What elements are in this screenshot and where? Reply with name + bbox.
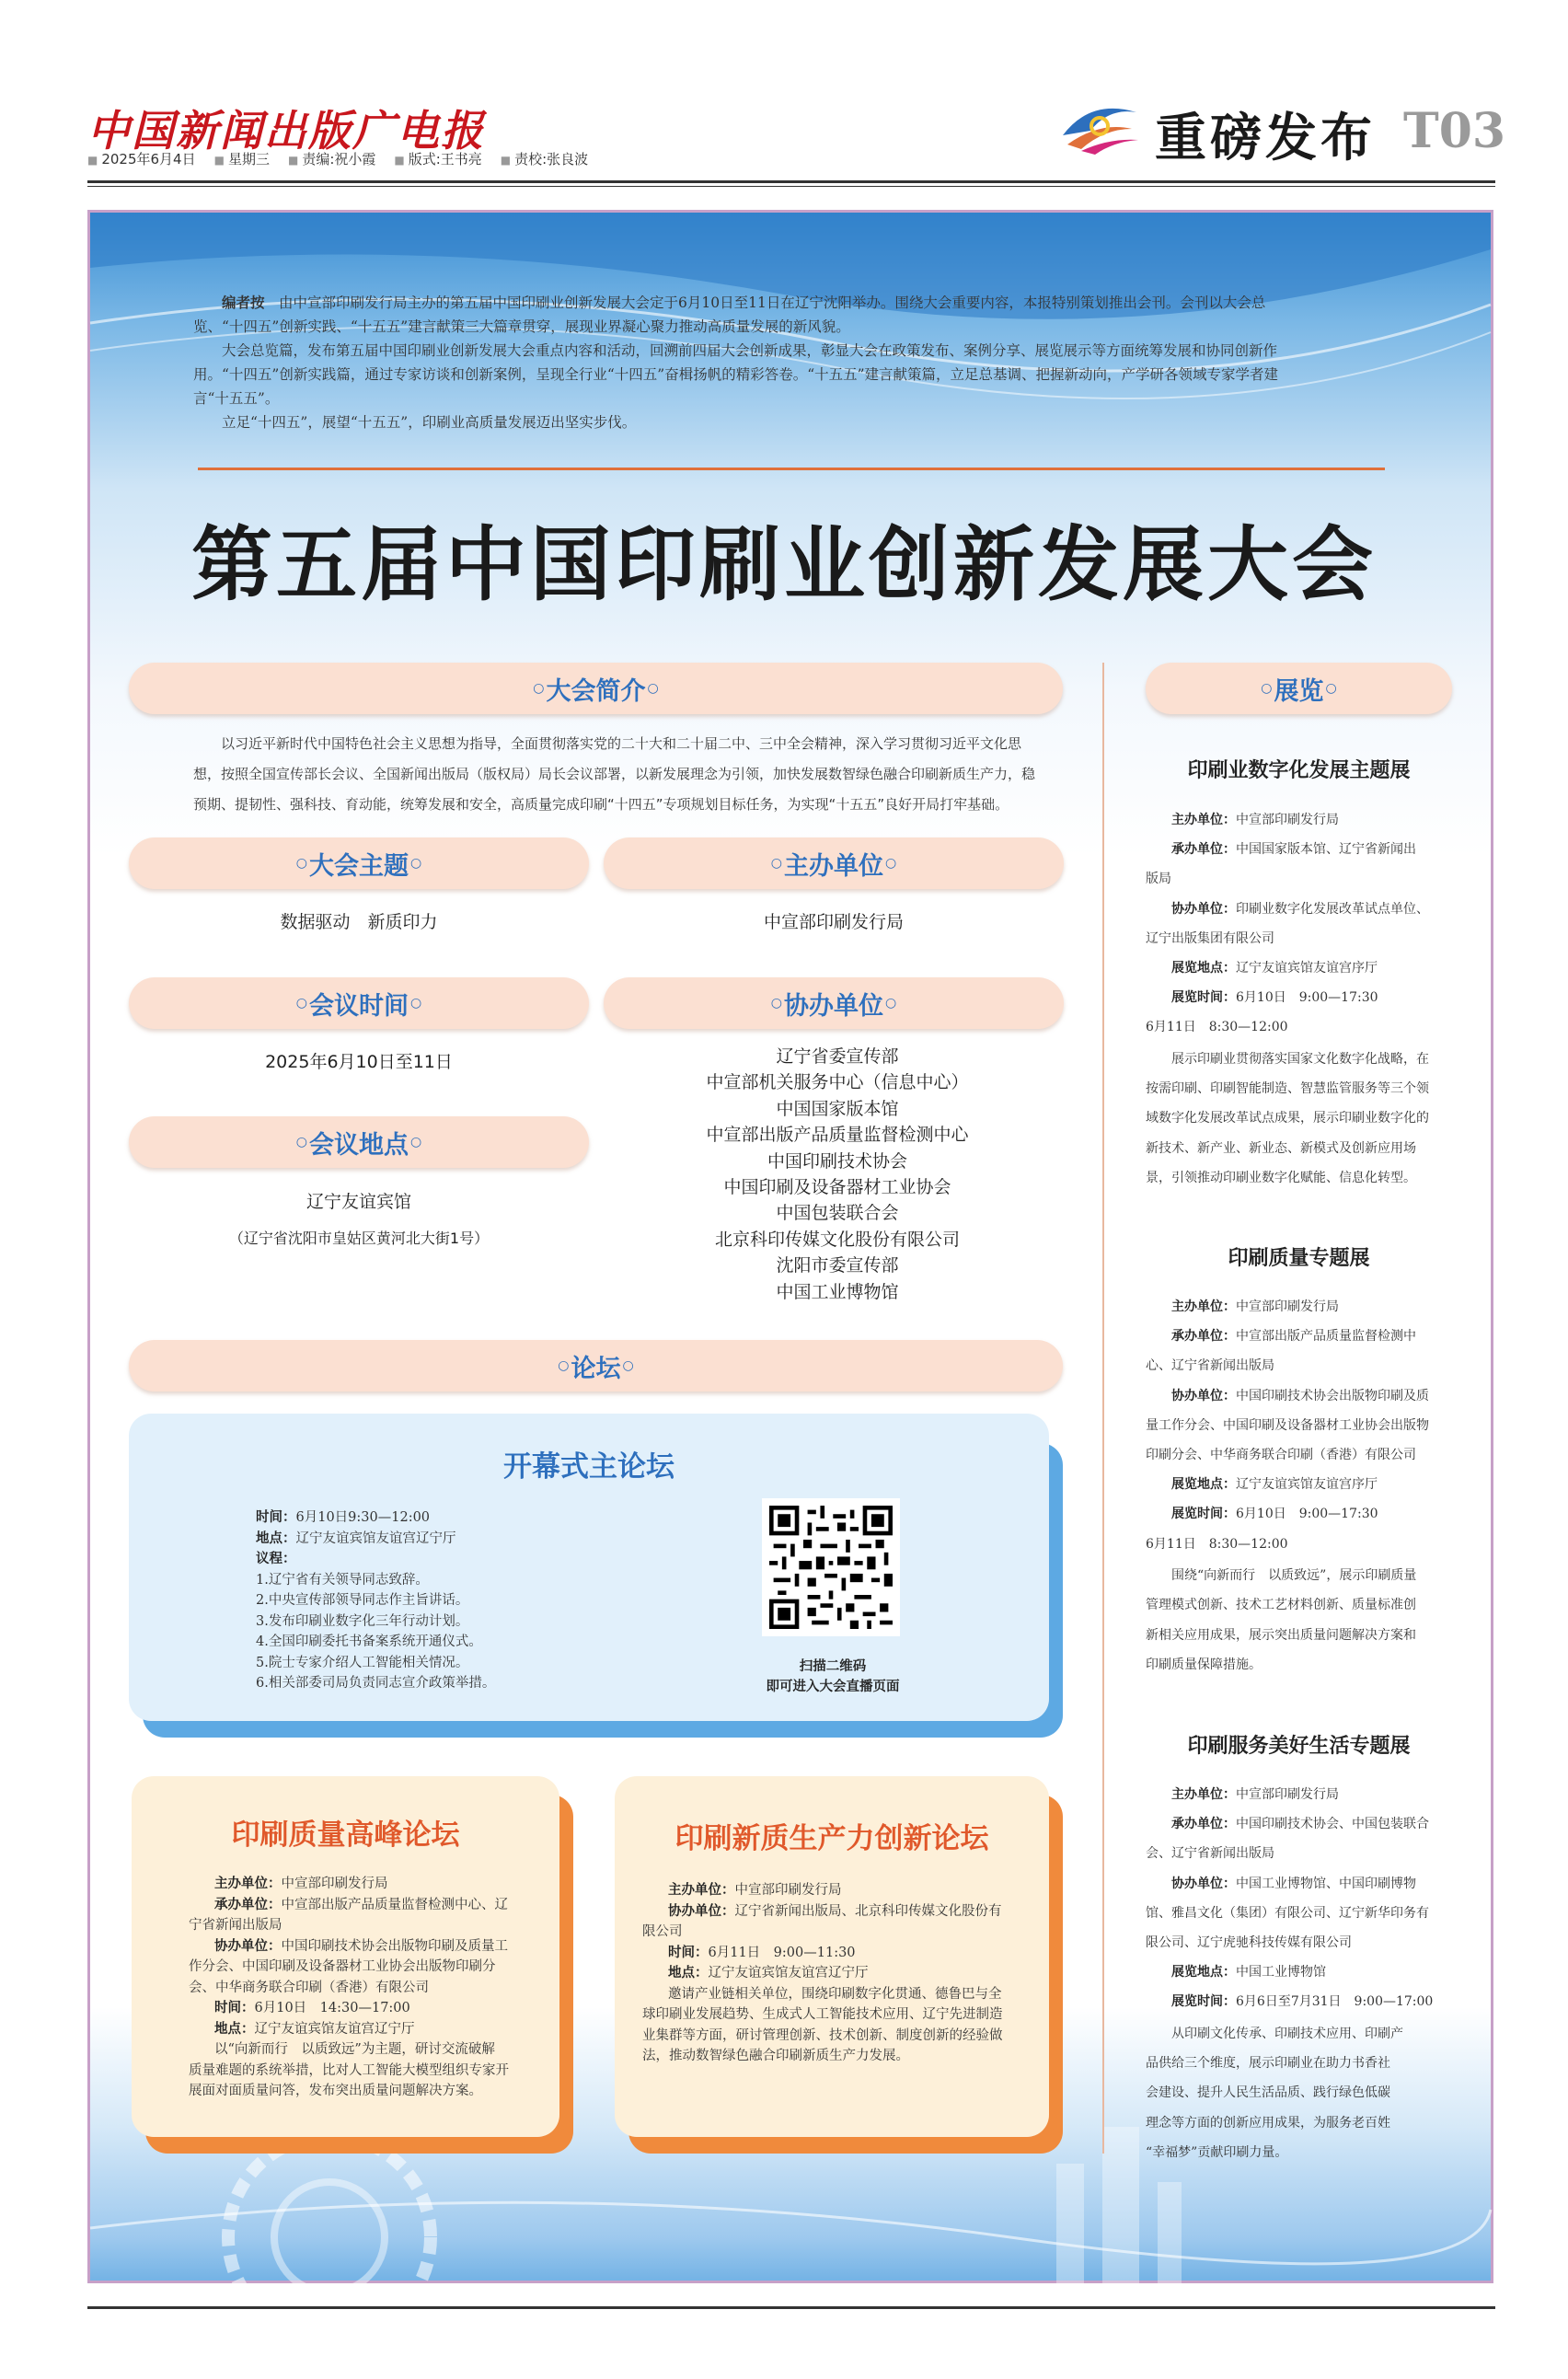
masthead-rule-thin — [87, 186, 1495, 187]
issue-weekday: ■ 星期三 — [214, 149, 270, 168]
expo-detail-line: 6月11日 8:30—12:00 — [1146, 1536, 1288, 1552]
expo-detail-line: 展览地点：辽宁友谊宾馆友谊宫序厅 — [1171, 961, 1378, 976]
expo-2-details — [1146, 1292, 1457, 1680]
page-number: T03 — [1403, 103, 1506, 159]
editor-note — [193, 291, 1307, 434]
cohost-item: 中宣部机关服务中心（信息中心） — [706, 1072, 969, 1093]
expo-detail-line: 版局 — [1146, 872, 1171, 887]
livestream-qr-code[interactable] — [762, 1498, 900, 1636]
expo-detail-line: 承办单位：中国国家版本馆、辽宁省新闻出 — [1171, 842, 1416, 858]
expo-description: 围绕“向新而行 以质致远”，展示印刷质量 管理模式创新、技术工艺材料创新、质量标准创 新相关应用成果，展示突出质量问题解决方案和 印刷质量保障措施。 — [1146, 1567, 1417, 1673]
dot-icon: ○ — [295, 996, 307, 1010]
expo-detail-line: 心、辽宁省新闻出版局 — [1146, 1358, 1274, 1374]
venue-address: （辽宁省沈阳市皇姑区黄河北大街1号） — [228, 1230, 490, 1247]
agenda-item: 3.发布印刷业数字化三年行动计划。 — [256, 1613, 469, 1629]
expo-detail-line: 协办单位：中国工业博物馆、中国印刷博物 — [1171, 1876, 1416, 1891]
expo-detail-line: 6月11日 8:30—12:00 — [1146, 1020, 1288, 1035]
qr-caption: 扫描二维码 即可进入大会直播页面 — [766, 1659, 900, 1694]
dot-icon: ○ — [770, 996, 782, 1010]
newspaper-name: 中国新闻出版广电报 — [87, 106, 485, 156]
dot-icon: ○ — [410, 856, 422, 871]
agenda-item: 4.全国印刷委托书备案系统开通仪式。 — [256, 1634, 482, 1649]
masthead — [87, 92, 1506, 184]
header-theme: ○ 大会主题 ○ — [129, 837, 589, 889]
expo-detail-line: 会、辽宁省新闻出版局 — [1146, 1846, 1274, 1862]
header-intro: ○ 大会简介 ○ — [129, 663, 1063, 714]
cohost-item: 沈阳市委宣传部 — [776, 1255, 899, 1276]
host-value: 中宣部印刷发行局 — [763, 912, 904, 932]
dot-icon: ○ — [885, 856, 897, 871]
productivity-forum-title: 印刷新质生产力创新论坛 — [674, 1822, 989, 1855]
masthead-meta — [87, 149, 588, 168]
dot-icon: ○ — [410, 996, 422, 1010]
dot-icon: ○ — [295, 1135, 307, 1149]
expo-detail-line: 主办单位：中宣部印刷发行局 — [1171, 813, 1339, 827]
expo-detail-line: 承办单位：中宣部出版产品质量监督检测中 — [1171, 1329, 1416, 1345]
theme-value: 数据驱动 新质印力 — [280, 912, 438, 932]
time-value: 2025年6月10日至11日 — [265, 1052, 453, 1072]
opening-forum-title: 开幕式主论坛 — [503, 1450, 674, 1484]
editor-note-p2: 大会总览篇，发布第五届中国印刷业创新发展大会重点内容和活动，回溯前四届大会创新成果，彰显大会在政策发布、案例分享、展览展示等方面统筹发展和协同创新作用。“十四五”创新实践篇，通过专家访谈和创新案例，呈现全行业“十四五”奋楫扬帆的精彩答卷。“十五五”建言献策篇，立足总基调、把握新动向，产学研各领域专家学者建言“十五五”。 — [193, 342, 1279, 407]
masthead-rule — [87, 180, 1495, 183]
dot-icon: ○ — [533, 681, 545, 696]
header-cohost: ○ 协办单位 ○ — [604, 977, 1064, 1029]
cohost-item: 北京科印传媒文化股份有限公司 — [714, 1229, 960, 1250]
dot-icon: ○ — [885, 996, 897, 1010]
dot-icon: ○ — [770, 856, 782, 871]
cohost-list — [607, 1044, 1067, 1305]
expo-description: 展示印刷业贯彻落实国家文化数字化战略，在 按需印刷、印刷智能制造、智慧监管服务等三个领 域数字化发展改革试点成果，展示印刷业数字化的 新技术、新产业、新业态、新模式及创新应用场 景，引领推动印刷业数字化赋能、信息化转型。 — [1146, 1051, 1429, 1186]
agenda-item: 5.院士专家介绍人工智能相关情况。 — [256, 1655, 469, 1670]
expo-1-title: 印刷业数字化发展主题展 — [1187, 759, 1411, 782]
agenda-item: 1.辽宁省有关领导同志致辞。 — [256, 1572, 429, 1588]
section-name: 重磅发布 — [1155, 108, 1376, 168]
expo-3-details — [1146, 1780, 1457, 2168]
editor-note-p1: 由中宣部印刷发行局主办的第五届中国印刷业创新发展大会定于6月10日至11日在辽宁沈阳举办。围绕大会重要内容，本报特别策划推出会刊。会刊以大会总览、“十四五”创新实践、“十五五”建言献策三大篇章贯穿，展现业界凝心聚力推动高质量发展的新风貌。 — [193, 294, 1266, 335]
expo-detail-line: 主办单位：中宣部印刷发行局 — [1171, 1787, 1339, 1802]
editor-note-p3: 立足“十四五”，展望“十五五”，印刷业高质量发展迈出坚实步伐。 — [222, 414, 637, 431]
header-time: ○ 会议时间 ○ — [129, 977, 589, 1029]
header-host: ○ 主办单位 ○ — [604, 837, 1064, 889]
expo-detail-line: 辽宁出版集团有限公司 — [1146, 930, 1274, 946]
proof-credit: ■ 责校:张良波 — [501, 149, 588, 168]
expo-detail-line: 展览时间：6月10日 9:00—17:30 — [1171, 990, 1378, 1006]
expo-detail-line: 协办单位：印刷业数字化发展改革试点单位、 — [1171, 901, 1429, 917]
dot-icon: ○ — [1325, 681, 1337, 696]
expo-detail-line: 限公司、辽宁虎驰科技传媒有限公司 — [1146, 1935, 1352, 1951]
expo-detail-line: 量工作分会、中国印刷及设备器材工业协会出版物 — [1146, 1417, 1429, 1433]
cohost-item: 中宣部出版产品质量监督检测中心 — [706, 1125, 969, 1146]
expo-detail-line: 展览地点：辽宁友谊宾馆友谊宫序厅 — [1171, 1477, 1378, 1493]
expo-description: 从印刷文化传承、印刷技术应用、印刷产 品供给三个维度，展示印刷业在助力书香社 会建设、提升人民生活品质、践行绿色低碳 理念等方面的创新应用成果，为服务老百姓 “幸福梦”贡献印刷力量。 — [1146, 2026, 1403, 2161]
column-divider — [1102, 663, 1104, 2154]
editor-credit: ■ 责编:祝小霞 — [288, 149, 375, 168]
dot-icon: ○ — [295, 856, 307, 871]
agenda-item: 2.中央宣传部领导同志作主旨讲话。 — [256, 1593, 469, 1608]
editor-note-label: 编者按 — [222, 294, 265, 311]
header-expo: ○ 展览 ○ — [1146, 663, 1452, 714]
quality-forum-title: 印刷质量高峰论坛 — [231, 1819, 460, 1852]
dot-icon: ○ — [558, 1358, 570, 1373]
cohost-item: 中国包装联合会 — [776, 1203, 899, 1224]
cohost-item: 辽宁省委宣传部 — [776, 1046, 899, 1067]
dot-icon: ○ — [647, 681, 659, 696]
cohost-item: 中国印刷及设备器材工业协会 — [723, 1177, 951, 1198]
expo-detail-line: 协办单位：中国印刷技术协会出版物印刷及质 — [1171, 1388, 1429, 1403]
venue-name: 辽宁友谊宾馆 — [306, 1192, 411, 1212]
agenda-item: 6.相关部委司局负责同志宣介政策举措。 — [256, 1676, 496, 1691]
conference-logo-icon — [1054, 94, 1146, 158]
expo-detail-line: 馆、雅昌文化（集团）有限公司、辽宁新华印务有 — [1146, 1905, 1429, 1921]
expo-detail-line: 承办单位：中国印刷技术协会、中国包装联合 — [1171, 1817, 1429, 1832]
header-venue: ○ 会议地点 ○ — [129, 1116, 589, 1168]
header-forum: ○ 论坛 ○ — [129, 1340, 1063, 1392]
expo-2-title: 印刷质量专题展 — [1228, 1247, 1370, 1270]
bottom-rule — [87, 2306, 1495, 2309]
cohost-item: 中国印刷技术协会 — [767, 1150, 907, 1172]
dot-icon: ○ — [1261, 681, 1273, 696]
quality-forum-details: 主办单位：中宣部印刷发行局 承办单位：中宣部出版产品质量监督检测中心、辽 宁省新闻出版局 协办单位：中国印刷技术协会出版物印刷及质量工 作分会、中国印刷及设备器材工业协会出版物印刷分 会、中华商务联合印刷（香港）有限公司 时间：6月10日 14:30—17:00 地点：辽宁友谊宾馆友谊宫辽宁厅 以“向新而行 以质致远”为主题，研讨交流破解 质量难题的系统举措，比对人工智能大模型组织专家开 展面对面质量问答，发布突出质量问题解决方案。 — [189, 1876, 509, 2098]
dot-icon: ○ — [410, 1135, 422, 1149]
issue-date: ■ 2025年6月4日 — [87, 149, 196, 168]
layout-credit: ■ 版式:王书亮 — [394, 149, 481, 168]
cohost-item: 中国国家版本馆 — [776, 1098, 899, 1119]
cohost-item: 中国工业博物馆 — [776, 1281, 899, 1302]
title-rule — [198, 468, 1385, 470]
expo-detail-line: 展览时间：6月10日 9:00—17:30 — [1171, 1507, 1378, 1522]
expo-detail-line: 主办单位：中宣部印刷发行局 — [1171, 1299, 1339, 1314]
expo-detail-line: 印刷分会、中华商务联合印刷（香港）有限公司 — [1146, 1448, 1416, 1463]
expo-detail-line: 展览时间：6月6日至7月31日 9:00—17:00 — [1171, 1994, 1434, 2010]
dot-icon: ○ — [622, 1358, 634, 1373]
expo-3-title: 印刷服务美好生活专题展 — [1187, 1735, 1411, 1758]
page-title: 第五届中国印刷业创新发展大会 — [190, 516, 1377, 612]
intro-text: 以习近平新时代中国特色社会主义思想为指导，全面贯彻落实党的二十大和二十届二中、三中全会精神，深入学习贯彻习近平文化思想，按照全国宣传部长会议、全国新闻出版局（版权局）局长会议部署，以新发展理念为引领，加快发展数智绿色融合印刷新质生产力，稳预期、提韧性、强科技、育动能，统筹发展和安全，高质量完成印刷“十四五”专项规划目标任务，为实现“十五五”良好开局打牢基础。 — [193, 735, 1036, 813]
qr-code-icon — [769, 1506, 893, 1629]
opening-forum-details: 时间：6月10日9:30—12:00 地点：辽宁友谊宾馆友谊宫辽宁厅 议程： 1.辽宁省有关领导同志致辞。 2.中央宣传部领导同志作主旨讲话。 3.发布印刷业数字化三年行动计划。 4.全国印刷委托书备案系统开通仪式。 5.院士专家介绍人工智能相关情况。 6.相关部委司局负责同志宣介政策举措。 — [256, 1507, 716, 1694]
expo-1-details — [1146, 805, 1457, 1194]
productivity-forum-details: 主办单位：中宣部印刷发行局 协办单位：辽宁省新闻出版局、北京科印传媒文化股份有 限公司 时间：6月11日 9:00—11:30 地点：辽宁友谊宾馆友谊宫辽宁厅 邀请产业链相关单位，围绕印刷数字化贯通、德鲁巴与全 球印刷业发展趋势、生成式人工智能技术应用、辽宁先进制造 业集群等方面，研讨管理创新、技术创新、制度创新的经验做 法，推动数智绿色融合印刷新质生产力发展。 — [642, 1882, 1003, 2063]
expo-detail-line: 展览地点：中国工业博物馆 — [1171, 1965, 1326, 1981]
